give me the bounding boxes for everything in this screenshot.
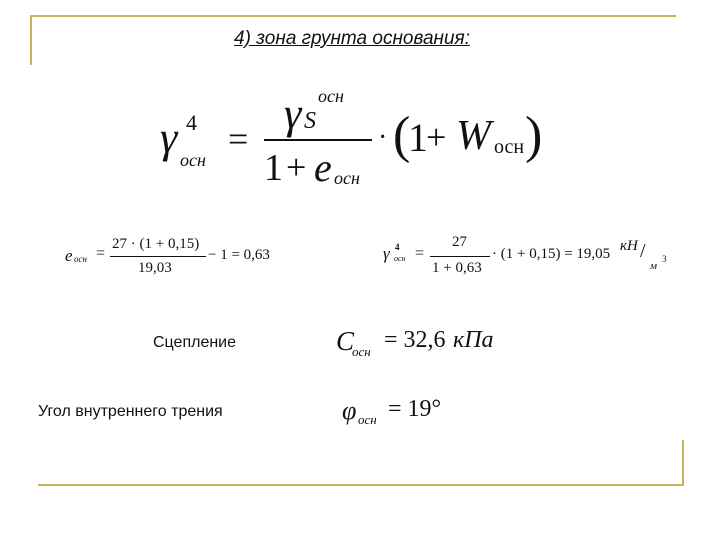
top-rule (30, 15, 676, 17)
main-dot: · (378, 122, 388, 153)
e-lhs-subscript: осн (74, 254, 87, 264)
g-numerator: 27 (452, 234, 467, 250)
main-paren-open: ( (393, 107, 411, 164)
bottom-rule (38, 484, 684, 486)
friction-symbol: φ (342, 396, 357, 425)
e-tail: − 1 = 0,63 (208, 247, 270, 263)
right-rule (682, 440, 684, 486)
main-paren-close: ) (525, 107, 543, 164)
main-paren-w: W (456, 113, 491, 159)
main-lhs-gamma: γ (160, 113, 178, 162)
slide-title: 4) зона грунта основания: (234, 28, 470, 49)
g-denominator: 1 + 0,63 (432, 260, 482, 276)
left-rule (30, 15, 32, 65)
cohesion-subscript: осн (352, 344, 371, 359)
g-lhs-superscript: 4 (395, 242, 400, 252)
main-paren-subscript: осн (494, 136, 525, 158)
e-equals: = (96, 245, 106, 262)
g-unit-den: м (650, 260, 658, 272)
g-middle: · (1 + 0,15) = 19,05 (492, 246, 611, 262)
friction-value: = 19° (388, 396, 442, 422)
main-den-one: 1 (264, 147, 283, 189)
cohesion-label: Сцепление (153, 334, 237, 351)
main-num-superscript: осн (318, 86, 344, 106)
g-unit-num: кН (620, 238, 638, 254)
main-den-subscript: осн (334, 168, 360, 188)
main-den-plus: + (286, 147, 307, 187)
cohesion-symbol: C (336, 326, 355, 356)
g-equals: = (415, 245, 425, 262)
e-lhs-symbol: e (65, 246, 73, 265)
g-unit-den-power: 3 (662, 254, 667, 264)
cohesion-unit: кПа (453, 327, 494, 353)
main-lhs-subscript: осн (180, 150, 206, 170)
cohesion-value: = 32,6 (384, 327, 446, 353)
main-den-e: e (314, 145, 332, 190)
main-equals: = (228, 119, 249, 159)
main-lhs-superscript: 4 (186, 110, 197, 135)
g-unit-slash: / (640, 240, 646, 262)
main-fraction-bar (264, 139, 372, 141)
g-lhs-symbol: γ (383, 244, 390, 263)
e-numerator: 27 · (1 + 0,15) (112, 236, 200, 252)
main-num-gamma: γ (284, 89, 302, 138)
friction-subscript: осн (358, 412, 377, 427)
friction-label: Угол внутреннего трения (38, 403, 223, 420)
main-paren-one: 1 (408, 115, 428, 160)
g-lhs-subscript: осн (394, 254, 406, 263)
e-denominator: 19,03 (138, 260, 172, 276)
e-fraction-bar (110, 256, 206, 257)
main-paren-plus: + (426, 117, 447, 157)
g-fraction-bar (430, 256, 490, 257)
main-num-subscript: S (304, 108, 316, 134)
